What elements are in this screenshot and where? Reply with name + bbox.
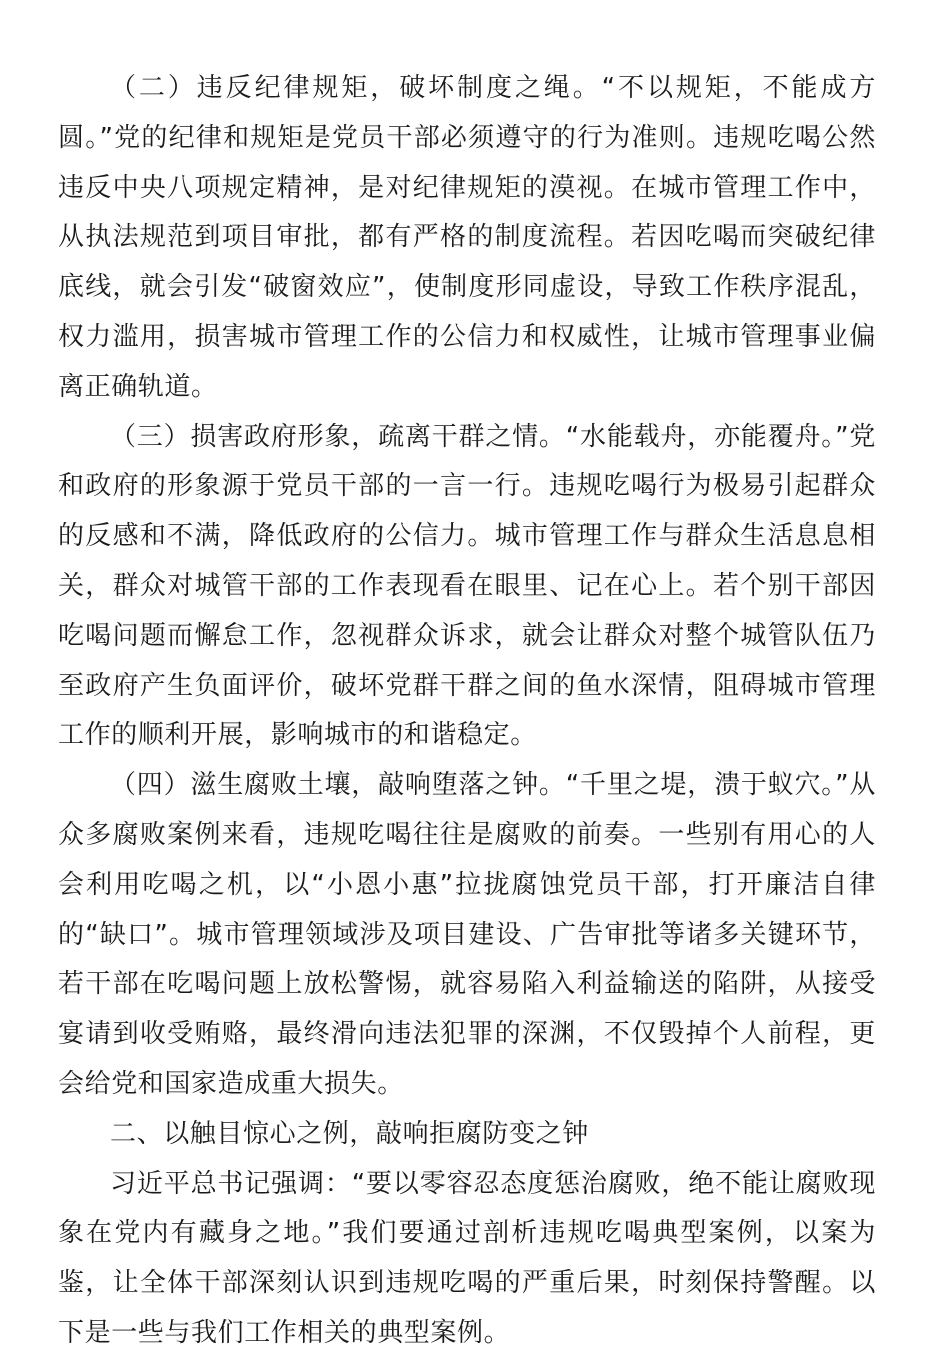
document-body	[58, 64, 876, 1359]
paragraph-corruption: （四）滋生腐败土壤，敲响堕落之钟。“千里之堤，溃于蚁穴。”从众多腐败案例来看，违规吃喝往往是腐败的前奏。一些别有用心的人会利用吃喝之机，以“小恩小惠”拉拢腐蚀党员干部，打开廉洁自律的“缺口”。城市管理领域涉及项目建设、广告审批等诸多关键环节，若干部在吃喝问题上放松警惕，就容易陷入利益输送的陷阱，从接受宴请到收受贿赂，最终滑向违法犯罪的深渊，不仅毁掉个人前程，更会给党和国家造成重大损失。	[58, 770, 876, 1099]
paragraph-closing: 习近平总书记强调：“要以零容忍态度惩治腐败，绝不能让腐败现象在党内有藏身之地。”我们要通过剖析违规吃喝典型案例，以案为鉴，让全体干部深刻认识到违规吃喝的严重后果，时刻保持警醒。以下是一些与我们工作相关的典型案例。	[58, 1168, 876, 1348]
section-heading: 二、以触目惊心之例，敲响拒腐防变之钟	[110, 1118, 589, 1149]
paragraph-government-image: （三）损害政府形象，疏离干群之情。“水能载舟，亦能覆舟。”党和政府的形象源于党员干部的一言一行。违规吃喝行为极易引起群众的反感和不满，降低政府的公信力。城市管理工作与群众生活息息相关，群众对城管干部的工作表现看在眼里、记在心上。若个别干部因吃喝问题而懈怠工作，忽视群众诉求，就会让群众对整个城管队伍乃至政府产生负面评价，破坏党群干群之间的鱼水深情，阻碍城市管理工作的顺利开展，影响城市的和谐稳定。	[58, 421, 876, 751]
paragraph-discipline: （二）违反纪律规矩，破坏制度之绳。“不以规矩，不能成方圆。”党的纪律和规矩是党员干部必须遵守的行为准则。违规吃喝公然违反中央八项规定精神，是对纪律规矩的漠视。在城市管理工作中，从执法规范到项目审批，都有严格的制度流程。若因吃喝而突破纪律底线，就会引发“破窗效应”，使制度形同虚设，导致工作秩序混乱，权力滥用，损害城市管理工作的公信力和权威性，让城市管理事业偏离正确轨道。	[58, 73, 876, 402]
